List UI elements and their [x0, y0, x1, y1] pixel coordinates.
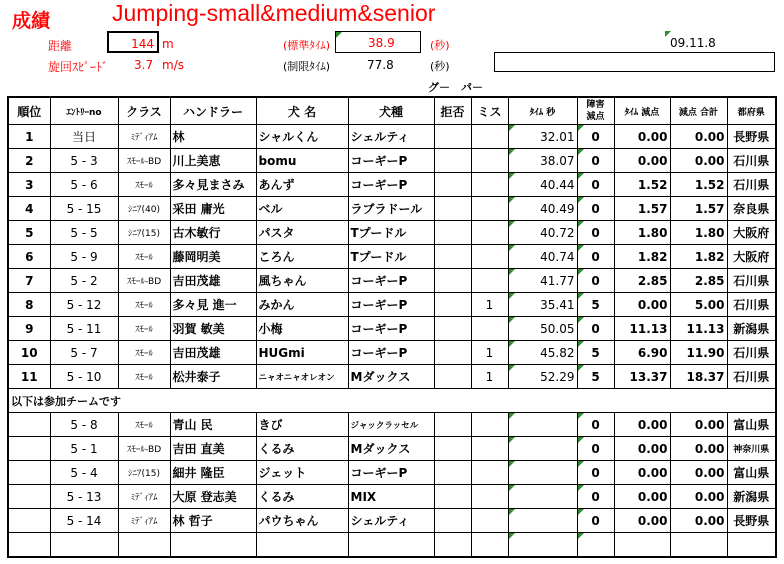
time-cell[interactable]: 40.49: [508, 197, 577, 221]
rank-cell[interactable]: [8, 509, 50, 533]
ranked-rows: [8, 125, 776, 389]
breed-cell[interactable]: コーギーP: [348, 341, 434, 365]
refusal-cell[interactable]: [434, 533, 471, 558]
breed-cell[interactable]: MIX: [348, 485, 434, 509]
distance-value: 144: [131, 37, 154, 51]
entry-cell[interactable]: 5 - 10: [50, 365, 118, 389]
time-fault-cell[interactable]: 0.00: [614, 437, 670, 461]
total-cell[interactable]: 1.57: [670, 197, 727, 221]
col-handler: ハンドラー: [170, 97, 256, 125]
table-row: [8, 461, 776, 485]
table-row: [8, 245, 776, 269]
breed-cell[interactable]: Tプードル: [348, 221, 434, 245]
pref-cell[interactable]: 大阪府: [727, 245, 776, 269]
class-cell[interactable]: ｽﾓｰﾙ: [118, 317, 170, 341]
class-cell[interactable]: ｼﾆｱ(15): [118, 221, 170, 245]
dog-cell[interactable]: [256, 533, 348, 558]
handler-cell[interactable]: 采田 庸光: [170, 197, 256, 221]
dog-cell[interactable]: あんず: [256, 173, 348, 197]
pref-cell[interactable]: [727, 533, 776, 558]
handler-cell[interactable]: 古木敏行: [170, 221, 256, 245]
time-fault-cell[interactable]: 0.00: [614, 461, 670, 485]
handler-cell[interactable]: 松井泰子: [170, 365, 256, 389]
fault-cell[interactable]: [577, 533, 614, 558]
refusal-cell[interactable]: [434, 269, 471, 293]
breed-cell[interactable]: コーギーP: [348, 317, 434, 341]
note-section: [8, 389, 776, 413]
dog-cell[interactable]: bomu: [256, 149, 348, 173]
fault-cell[interactable]: 0: [577, 509, 614, 533]
rank-cell[interactable]: 6: [8, 245, 50, 269]
time-fault-cell[interactable]: 13.37: [614, 365, 670, 389]
table-row: [8, 293, 776, 317]
pref-cell[interactable]: 石川県: [727, 269, 776, 293]
breed-cell[interactable]: シェルティ: [348, 509, 434, 533]
class-cell[interactable]: ｽﾓｰﾙ: [118, 341, 170, 365]
refusal-cell[interactable]: [434, 245, 471, 269]
total-cell[interactable]: 0.00: [670, 413, 727, 437]
note-text: 以下は参加チームです: [8, 389, 776, 413]
refusal-cell[interactable]: [434, 317, 471, 341]
entry-cell[interactable]: 5 - 11: [50, 317, 118, 341]
table-row: [8, 365, 776, 389]
miss-cell[interactable]: [471, 173, 508, 197]
handler-cell[interactable]: 藤岡明美: [170, 245, 256, 269]
entry-cell[interactable]: [50, 533, 118, 558]
handler-cell[interactable]: 細井 隆臣: [170, 461, 256, 485]
blank-input-box[interactable]: [494, 52, 775, 72]
class-cell[interactable]: ｽﾓｰﾙ: [118, 245, 170, 269]
class-cell[interactable]: ｽﾓｰﾙ: [118, 413, 170, 437]
time-cell[interactable]: 40.72: [508, 221, 577, 245]
page-title-label: 成績: [12, 10, 51, 32]
miss-cell[interactable]: [471, 221, 508, 245]
breed-cell[interactable]: コーギーP: [348, 269, 434, 293]
dog-cell[interactable]: ころん: [256, 245, 348, 269]
breed-cell[interactable]: コーギーP: [348, 149, 434, 173]
table-row: [8, 173, 776, 197]
class-cell[interactable]: ﾐﾃﾞｨｱﾑ: [118, 509, 170, 533]
dog-cell[interactable]: 風ちゃん: [256, 269, 348, 293]
table-row: [8, 317, 776, 341]
col-time-fault: ﾀｲﾑ 減点: [614, 97, 670, 125]
pref-cell[interactable]: 石川県: [727, 173, 776, 197]
class-cell[interactable]: ｼﾆｱ(40): [118, 197, 170, 221]
dog-cell[interactable]: ベル: [256, 197, 348, 221]
col-time: ﾀｲﾑ 秒: [508, 97, 577, 125]
entry-cell[interactable]: 5 - 3: [50, 149, 118, 173]
table-row: [8, 149, 776, 173]
table-row: [8, 341, 776, 365]
time-fault-cell[interactable]: 0.00: [614, 413, 670, 437]
miss-cell[interactable]: [471, 437, 508, 461]
total-cell[interactable]: 11.13: [670, 317, 727, 341]
miss-cell[interactable]: [471, 485, 508, 509]
entry-cell[interactable]: 当日: [50, 125, 118, 149]
handler-cell[interactable]: 林 哲子: [170, 509, 256, 533]
class-cell[interactable]: [118, 533, 170, 558]
total-cell[interactable]: 0.00: [670, 509, 727, 533]
miss-cell[interactable]: [471, 413, 508, 437]
rank-cell[interactable]: [8, 437, 50, 461]
entry-cell[interactable]: 5 - 1: [50, 437, 118, 461]
entry-cell[interactable]: 5 - 12: [50, 293, 118, 317]
refusal-cell[interactable]: [434, 437, 471, 461]
entry-cell[interactable]: 5 - 2: [50, 269, 118, 293]
time-cell[interactable]: 41.77: [508, 269, 577, 293]
fault-cell[interactable]: 0: [577, 149, 614, 173]
pref-cell[interactable]: 奈良県: [727, 197, 776, 221]
dog-cell[interactable]: くるみ: [256, 437, 348, 461]
time-cell[interactable]: [508, 533, 577, 558]
total-cell[interactable]: 0.00: [670, 125, 727, 149]
class-cell[interactable]: ｽﾓｰﾙ: [118, 293, 170, 317]
pref-cell[interactable]: 富山県: [727, 413, 776, 437]
class-cell[interactable]: ｽﾓｰﾙ-BD: [118, 149, 170, 173]
total-cell[interactable]: 0.00: [670, 485, 727, 509]
dog-cell[interactable]: シャルくん: [256, 125, 348, 149]
breed-cell[interactable]: Mダックス: [348, 437, 434, 461]
entry-cell[interactable]: 5 - 14: [50, 509, 118, 533]
table-row: [8, 197, 776, 221]
dog-cell[interactable]: パスタ: [256, 221, 348, 245]
limit-time-label: (制限ﾀｲﾑ): [283, 60, 331, 73]
breed-cell[interactable]: コーギーP: [348, 293, 434, 317]
entry-cell[interactable]: 5 - 9: [50, 245, 118, 269]
rank-cell[interactable]: 8: [8, 293, 50, 317]
fault-cell[interactable]: 0: [577, 413, 614, 437]
time-fault-cell[interactable]: [614, 533, 670, 558]
fault-cell[interactable]: 0: [577, 197, 614, 221]
col-miss: ミス: [471, 97, 508, 125]
std-time-cell[interactable]: [335, 31, 421, 53]
pref-cell[interactable]: 石川県: [727, 341, 776, 365]
time-cell[interactable]: 40.44: [508, 173, 577, 197]
fault-cell[interactable]: 0: [577, 437, 614, 461]
miss-cell[interactable]: [471, 245, 508, 269]
handler-cell[interactable]: 多々見まさみ: [170, 173, 256, 197]
miss-cell[interactable]: 1: [471, 341, 508, 365]
time-cell[interactable]: 50.05: [508, 317, 577, 341]
time-fault-cell[interactable]: 0.00: [614, 509, 670, 533]
table-row: [8, 485, 776, 509]
entry-cell[interactable]: 5 - 6: [50, 173, 118, 197]
rank-cell[interactable]: 5: [8, 221, 50, 245]
refusal-cell[interactable]: [434, 197, 471, 221]
entry-cell[interactable]: 5 - 5: [50, 221, 118, 245]
total-cell[interactable]: [670, 533, 727, 558]
col-entry: ｴﾝﾄﾘｰno: [50, 97, 118, 125]
class-cell[interactable]: ﾐﾃﾞｨｱﾑ: [118, 485, 170, 509]
fault-cell[interactable]: 0: [577, 221, 614, 245]
total-cell[interactable]: 0.00: [670, 437, 727, 461]
rank-cell[interactable]: [8, 485, 50, 509]
dog-cell[interactable]: きび: [256, 413, 348, 437]
speed-label: 旋回ｽﾋﾟｰﾄﾞ: [48, 60, 109, 74]
fault-cell[interactable]: 0: [577, 461, 614, 485]
time-fault-cell[interactable]: 0.00: [614, 125, 670, 149]
time-fault-cell[interactable]: 6.90: [614, 341, 670, 365]
speed-unit: m/s: [162, 58, 184, 72]
refusal-cell[interactable]: [434, 485, 471, 509]
group-label: グ－ パ－: [428, 81, 483, 94]
speed-value: 3.7: [134, 58, 154, 72]
handler-cell[interactable]: 羽賀 敏美: [170, 317, 256, 341]
limit-time-value: 77.8: [367, 58, 394, 72]
rank-cell[interactable]: 10: [8, 341, 50, 365]
date: 09.11.8: [670, 36, 716, 50]
entry-cell[interactable]: 5 - 7: [50, 341, 118, 365]
miss-cell[interactable]: [471, 509, 508, 533]
time-fault-cell[interactable]: 1.82: [614, 245, 670, 269]
rank-cell[interactable]: 3: [8, 173, 50, 197]
col-fault: 障害 減点: [577, 97, 614, 125]
total-cell[interactable]: 1.52: [670, 173, 727, 197]
class-cell[interactable]: ｽﾓｰﾙ-BD: [118, 269, 170, 293]
pref-cell[interactable]: 新潟県: [727, 485, 776, 509]
class-cell[interactable]: ｽﾓｰﾙ: [118, 173, 170, 197]
time-cell[interactable]: [508, 485, 577, 509]
breed-cell[interactable]: Mダックス: [348, 365, 434, 389]
refusal-cell[interactable]: [434, 221, 471, 245]
rank-cell[interactable]: 11: [8, 365, 50, 389]
fault-cell[interactable]: 0: [577, 125, 614, 149]
entry-cell[interactable]: 5 - 15: [50, 197, 118, 221]
refusal-cell[interactable]: [434, 365, 471, 389]
time-cell[interactable]: [508, 437, 577, 461]
dog-cell[interactable]: ジェット: [256, 461, 348, 485]
miss-cell[interactable]: [471, 269, 508, 293]
entry-cell[interactable]: 5 - 13: [50, 485, 118, 509]
fault-cell[interactable]: 5: [577, 341, 614, 365]
total-cell[interactable]: 18.37: [670, 365, 727, 389]
breed-cell[interactable]: [348, 533, 434, 558]
miss-cell[interactable]: [471, 533, 508, 558]
miss-cell[interactable]: [471, 197, 508, 221]
table-row: [8, 437, 776, 461]
col-class: クラス: [118, 97, 170, 125]
page-title: Jumping-small&medium&senior: [112, 0, 436, 26]
time-fault-cell[interactable]: 11.13: [614, 317, 670, 341]
distance-cell[interactable]: [107, 31, 159, 53]
fault-cell[interactable]: 5: [577, 293, 614, 317]
total-cell[interactable]: 5.00: [670, 293, 727, 317]
time-fault-cell[interactable]: 0.00: [614, 149, 670, 173]
time-cell[interactable]: [508, 509, 577, 533]
handler-cell[interactable]: 吉田茂雄: [170, 341, 256, 365]
pref-cell[interactable]: 長野県: [727, 509, 776, 533]
rank-cell[interactable]: 2: [8, 149, 50, 173]
time-cell[interactable]: 52.29: [508, 365, 577, 389]
table-row: [8, 125, 776, 149]
pref-cell[interactable]: 石川県: [727, 149, 776, 173]
time-cell[interactable]: 45.82: [508, 341, 577, 365]
table-row: [8, 533, 776, 558]
dog-cell[interactable]: みかん: [256, 293, 348, 317]
pref-cell[interactable]: 富山県: [727, 461, 776, 485]
handler-cell[interactable]: 吉田茂雄: [170, 269, 256, 293]
team-rows: [8, 413, 776, 558]
miss-cell[interactable]: [471, 461, 508, 485]
col-breed: 犬種: [348, 97, 434, 125]
miss-cell[interactable]: 1: [471, 365, 508, 389]
results-table: [7, 96, 777, 558]
class-cell[interactable]: ｽﾓｰﾙ-BD: [118, 437, 170, 461]
fault-cell[interactable]: 5: [577, 365, 614, 389]
fault-cell[interactable]: 0: [577, 269, 614, 293]
entry-cell[interactable]: 5 - 4: [50, 461, 118, 485]
pref-cell[interactable]: 石川県: [727, 365, 776, 389]
total-cell[interactable]: 2.85: [670, 269, 727, 293]
time-fault-cell[interactable]: 0.00: [614, 485, 670, 509]
std-time-label: (標準ﾀｲﾑ): [283, 39, 331, 52]
refusal-cell[interactable]: [434, 173, 471, 197]
handler-cell[interactable]: 青山 民: [170, 413, 256, 437]
total-cell[interactable]: 1.82: [670, 245, 727, 269]
time-fault-cell[interactable]: 1.57: [614, 197, 670, 221]
time-fault-cell[interactable]: 0.00: [614, 293, 670, 317]
refusal-cell[interactable]: [434, 509, 471, 533]
limit-time-unit: (秒): [430, 60, 450, 73]
time-fault-cell[interactable]: 1.80: [614, 221, 670, 245]
rank-cell[interactable]: 1: [8, 125, 50, 149]
refusal-cell[interactable]: [434, 461, 471, 485]
pref-cell[interactable]: 大阪府: [727, 221, 776, 245]
col-dog: 犬 名: [256, 97, 348, 125]
breed-cell[interactable]: コーギーP: [348, 461, 434, 485]
time-cell[interactable]: [508, 413, 577, 437]
col-total: 減点 合計: [670, 97, 727, 125]
miss-cell[interactable]: 1: [471, 293, 508, 317]
entry-cell[interactable]: 5 - 8: [50, 413, 118, 437]
handler-cell[interactable]: 大原 登志美: [170, 485, 256, 509]
class-cell[interactable]: ｼﾆｱ(15): [118, 461, 170, 485]
table-row: [8, 269, 776, 293]
time-cell[interactable]: 40.74: [508, 245, 577, 269]
rank-cell[interactable]: [8, 413, 50, 437]
distance-label: 距離: [48, 39, 73, 53]
dog-cell[interactable]: ニャオニャオレオン: [256, 365, 348, 389]
breed-cell[interactable]: Tプードル: [348, 245, 434, 269]
time-cell[interactable]: 38.07: [508, 149, 577, 173]
refusal-cell[interactable]: [434, 293, 471, 317]
col-refusal: 拒否: [434, 97, 471, 125]
rank-cell[interactable]: 7: [8, 269, 50, 293]
breed-cell[interactable]: ジャックラッセル: [348, 413, 434, 437]
refusal-cell[interactable]: [434, 341, 471, 365]
std-time-unit: (秒): [430, 39, 450, 52]
refusal-cell[interactable]: [434, 149, 471, 173]
dog-cell[interactable]: 小梅: [256, 317, 348, 341]
pref-cell[interactable]: 神奈川県: [727, 437, 776, 461]
class-cell[interactable]: ﾐﾃﾞｨｱﾑ: [118, 125, 170, 149]
total-cell[interactable]: 1.80: [670, 221, 727, 245]
miss-cell[interactable]: [471, 317, 508, 341]
handler-cell[interactable]: 川上美恵: [170, 149, 256, 173]
breed-cell[interactable]: コーギーP: [348, 173, 434, 197]
total-cell[interactable]: 11.90: [670, 341, 727, 365]
miss-cell[interactable]: [471, 125, 508, 149]
std-time-value: 38.9: [368, 36, 395, 50]
refusal-cell[interactable]: [434, 125, 471, 149]
dog-cell[interactable]: くるみ: [256, 485, 348, 509]
time-fault-cell[interactable]: 2.85: [614, 269, 670, 293]
handler-cell[interactable]: 多々見 進一: [170, 293, 256, 317]
class-cell[interactable]: ｽﾓｰﾙ: [118, 365, 170, 389]
table-row: [8, 413, 776, 437]
dog-cell[interactable]: パウちゃん: [256, 509, 348, 533]
pref-cell[interactable]: 新潟県: [727, 317, 776, 341]
rank-cell[interactable]: [8, 533, 50, 558]
note-row: [8, 389, 776, 413]
handler-cell[interactable]: 吉田 直美: [170, 437, 256, 461]
rank-cell[interactable]: 4: [8, 197, 50, 221]
pref-cell[interactable]: 石川県: [727, 293, 776, 317]
handler-cell[interactable]: 林: [170, 125, 256, 149]
handler-cell[interactable]: [170, 533, 256, 558]
rank-cell[interactable]: [8, 461, 50, 485]
total-cell[interactable]: 0.00: [670, 461, 727, 485]
miss-cell[interactable]: [471, 149, 508, 173]
table-row: [8, 221, 776, 245]
breed-cell[interactable]: ラブラドール: [348, 197, 434, 221]
breed-cell[interactable]: シェルティ: [348, 125, 434, 149]
fault-cell[interactable]: 0: [577, 245, 614, 269]
refusal-cell[interactable]: [434, 413, 471, 437]
col-pref: 都府県: [727, 97, 776, 125]
fault-cell[interactable]: 0: [577, 485, 614, 509]
table-header-row: [8, 97, 776, 125]
time-fault-cell[interactable]: 1.52: [614, 173, 670, 197]
time-cell[interactable]: 35.41: [508, 293, 577, 317]
pref-cell[interactable]: 長野県: [727, 125, 776, 149]
fault-cell[interactable]: 0: [577, 173, 614, 197]
col-rank: 順位: [8, 97, 50, 125]
fault-cell[interactable]: 0: [577, 317, 614, 341]
table-row: [8, 509, 776, 533]
rank-cell[interactable]: 9: [8, 317, 50, 341]
dog-cell[interactable]: HUGmi: [256, 341, 348, 365]
total-cell[interactable]: 0.00: [670, 149, 727, 173]
distance-unit: m: [162, 37, 174, 51]
time-cell[interactable]: [508, 461, 577, 485]
time-cell[interactable]: 32.01: [508, 125, 577, 149]
